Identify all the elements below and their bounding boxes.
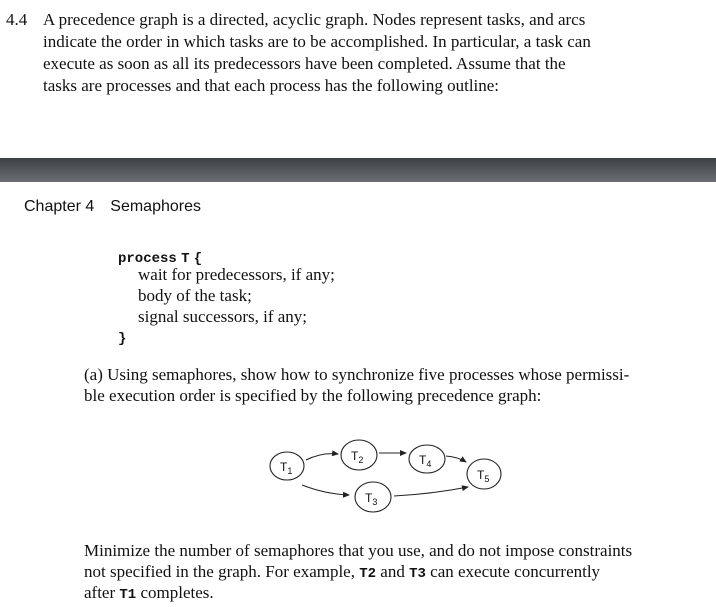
exercise-number: 4.4	[6, 10, 28, 29]
node-label: $T_5$	[477, 468, 490, 484]
node-label: $T_4$	[419, 453, 432, 469]
edge-t4-t5	[446, 456, 466, 462]
edge-t3-t5	[394, 487, 468, 496]
chapter-number: Chapter 4	[24, 198, 95, 215]
chapter-title: Semaphores	[110, 198, 201, 215]
edge-t1-t3	[302, 485, 349, 495]
exercise-line: tasks are processes and that each process has the following outline:	[43, 76, 500, 95]
node-label: $T_1$	[280, 460, 293, 476]
closing-text: not specified in the graph. For example,	[84, 562, 355, 581]
part-a-line: (a) Using semaphores, show how to synchronize five processes whose permissi-	[84, 365, 630, 384]
node-t2	[341, 440, 377, 470]
part-a-line: ble execution order is specified by the following precedence graph:	[84, 386, 542, 405]
node-t1	[270, 452, 304, 480]
code-name: T	[181, 251, 190, 267]
task-ref-t2: T2	[359, 566, 377, 582]
node-t3	[355, 482, 391, 512]
node-label: $T_3$	[365, 491, 378, 507]
exercise-line: A precedence graph is a directed, acyclic graph. Nodes represent tasks, and arcs	[43, 10, 586, 29]
closing-text: after	[84, 583, 116, 602]
code-keyword: process	[118, 251, 177, 267]
exercise-line: indicate the order in which tasks are to be accomplished. In particular, a task can	[43, 32, 591, 51]
code-open-brace: {	[193, 251, 203, 267]
code-close-brace: }	[118, 331, 127, 347]
closing-line: Minimize the number of semaphores that you use, and do not impose constraints	[84, 541, 633, 560]
closing-text: completes.	[140, 583, 214, 602]
closing-line	[84, 583, 214, 603]
edge-t1-t2	[306, 454, 338, 460]
code-line: signal successors, if any;	[138, 307, 308, 326]
code-line: wait for predecessors, if any;	[138, 265, 335, 284]
node-t5	[467, 459, 501, 489]
node-t4	[409, 445, 445, 473]
code-line: body of the task;	[138, 286, 252, 305]
task-ref-t3: T3	[409, 566, 426, 582]
node-label: $T_2$	[351, 449, 364, 465]
task-ref-t1: T1	[119, 587, 137, 603]
closing-text: can execute concurrently	[430, 562, 601, 581]
closing-line	[84, 562, 600, 582]
closing-text: and	[380, 562, 405, 581]
exercise-line: execute as soon as all its predecessors have been completed. Assume that the	[43, 54, 566, 73]
